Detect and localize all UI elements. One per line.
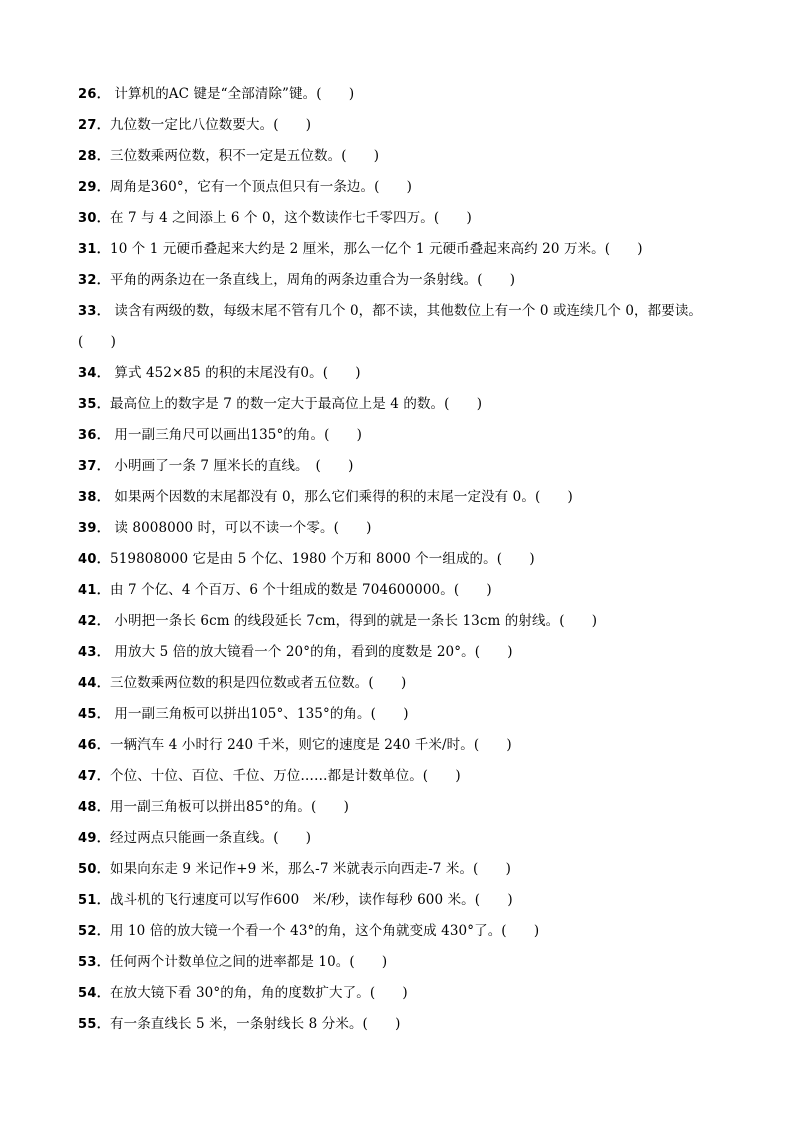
question-item — [78, 172, 718, 203]
question-text: 用一副三角板可以拼出85°的角。( ) — [110, 799, 349, 815]
question-number: 49． — [78, 831, 110, 846]
question-text: 用一副三角板可以拼出105°、135°的角。( ) — [110, 706, 409, 722]
question-number: 54． — [78, 986, 110, 1001]
question-text: 战斗机的飞行速度可以写作600 米/秒，读作每秒 600 米。( ) — [110, 892, 513, 908]
question-number: 26． — [78, 87, 110, 102]
question-item — [78, 575, 718, 606]
question-item — [78, 885, 718, 916]
question-item — [78, 141, 718, 172]
question-text: 如果两个因数的末尾都没有 0，那么它们乘得的积的末尾一定没有 0。( ) — [110, 489, 573, 505]
question-number: 41． — [78, 583, 110, 598]
question-number: 51． — [78, 893, 110, 908]
question-text: 用一副三角尺可以画出135°的角。( ) — [110, 427, 363, 443]
question-text: 三位数乘两位数，积不一定是五位数。( ) — [110, 148, 380, 164]
question-text: 九位数一定比八位数要大。( ) — [110, 117, 312, 133]
question-item — [78, 79, 718, 110]
question-text: 计算机的AC 键是“全部清除”键。( ) — [110, 86, 355, 102]
question-text: 最高位上的数字是 7 的数一定大于最高位上是 4 的数。( ) — [110, 396, 483, 412]
question-text: 读 8008000 时，可以不读一个零。( ) — [110, 520, 372, 536]
question-number: 42． — [78, 614, 110, 629]
question-number: 27． — [78, 118, 110, 133]
question-number: 33． — [78, 304, 110, 319]
question-text: 519808000 它是由 5 个亿、1980 个万和 8000 个一组成的。( ) — [110, 551, 535, 567]
question-item — [78, 761, 718, 792]
question-item — [78, 947, 718, 978]
question-text: 有一条直线长 5 米，一条射线长 8 分米。( ) — [110, 1016, 401, 1032]
question-text: 任何两个计数单位之间的进率都是 10。( ) — [110, 954, 388, 970]
question-text: 在 7 与 4 之间添上 6 个 0，这个数读作七千零四万。( ) — [110, 210, 472, 226]
question-item — [78, 730, 718, 761]
question-number: 38． — [78, 490, 110, 505]
question-item — [78, 854, 718, 885]
question-text: 三位数乘两位数的积是四位数或者五位数。( ) — [110, 675, 407, 691]
question-number: 34． — [78, 366, 110, 381]
question-number: 48． — [78, 800, 110, 815]
question-text: 算式 452×85 的积的末尾没有0。( ) — [110, 365, 361, 381]
question-text: 小明画了一条 7 厘米长的直线。 ( ) — [110, 458, 354, 474]
question-item — [78, 234, 718, 265]
question-item — [78, 296, 718, 358]
question-item — [78, 823, 718, 854]
question-number: 31． — [78, 242, 110, 257]
question-number: 47． — [78, 769, 110, 784]
question-item — [78, 358, 718, 389]
question-number: 45． — [78, 707, 110, 722]
question-item — [78, 668, 718, 699]
question-number: 46． — [78, 738, 110, 753]
question-number: 36． — [78, 428, 110, 443]
question-item — [78, 203, 718, 234]
question-item — [78, 482, 718, 513]
question-item — [78, 389, 718, 420]
question-text: 用 10 倍的放大镜一个看一个 43°的角，这个角就变成 430°了。( ) — [110, 923, 540, 939]
question-number: 53． — [78, 955, 110, 970]
question-number: 28． — [78, 149, 110, 164]
question-number: 40． — [78, 552, 110, 567]
question-number: 35． — [78, 397, 110, 412]
question-text: 10 个 1 元硬币叠起来大约是 2 厘米，那么一亿个 1 元硬币叠起来高约 20 万米。( ) — [110, 241, 643, 257]
question-number: 32． — [78, 273, 110, 288]
true-false-question-list — [78, 79, 718, 1040]
question-number: 37． — [78, 459, 110, 474]
question-item — [78, 265, 718, 296]
question-text: 小明把一条长 6cm 的线段延长 7cm，得到的就是一条长 13cm 的射线。( ) — [110, 613, 598, 629]
question-text: 个位、十位、百位、千位、万位……都是计数单位。( ) — [110, 768, 461, 784]
question-text: 一辆汽车 4 小时行 240 千米，则它的速度是 240 千米/时。( ) — [110, 737, 512, 753]
question-item — [78, 637, 718, 668]
question-item — [78, 451, 718, 482]
question-number: 39． — [78, 521, 110, 536]
question-item — [78, 420, 718, 451]
question-text: 用放大 5 倍的放大镜看一个 20°的角，看到的度数是 20°。( ) — [110, 644, 513, 660]
question-text: 读含有两级的数，每级末尾不管有几个 0，都不读，其他数位上有一个 0 或连续几个 0，都要读。( ) — [78, 303, 703, 350]
question-number: 44． — [78, 676, 110, 691]
question-number: 50． — [78, 862, 110, 877]
question-text: 由 7 个亿、4 个百万、6 个十组成的数是 704600000。( ) — [110, 582, 492, 598]
question-number: 52． — [78, 924, 110, 939]
question-item — [78, 110, 718, 141]
question-text: 经过两点只能画一条直线。( ) — [110, 830, 312, 846]
question-text: 平角的两条边在一条直线上，周角的两条边重合为一条射线。( ) — [110, 272, 516, 288]
question-number: 29． — [78, 180, 110, 195]
question-number: 43． — [78, 645, 110, 660]
question-text: 在放大镜下看 30°的角，角的度数扩大了。( ) — [110, 985, 408, 1001]
question-item — [78, 606, 718, 637]
question-item — [78, 544, 718, 575]
question-item — [78, 916, 718, 947]
question-number: 30． — [78, 211, 110, 226]
question-item — [78, 1009, 718, 1040]
question-item — [78, 513, 718, 544]
question-text: 周角是360°，它有一个顶点但只有一条边。( ) — [110, 179, 413, 195]
question-text: 如果向东走 9 米记作+9 米，那么-7 米就表示向西走-7 米。( ) — [110, 861, 511, 877]
question-item — [78, 792, 718, 823]
question-number: 55． — [78, 1017, 110, 1032]
question-item — [78, 978, 718, 1009]
question-item — [78, 699, 718, 730]
